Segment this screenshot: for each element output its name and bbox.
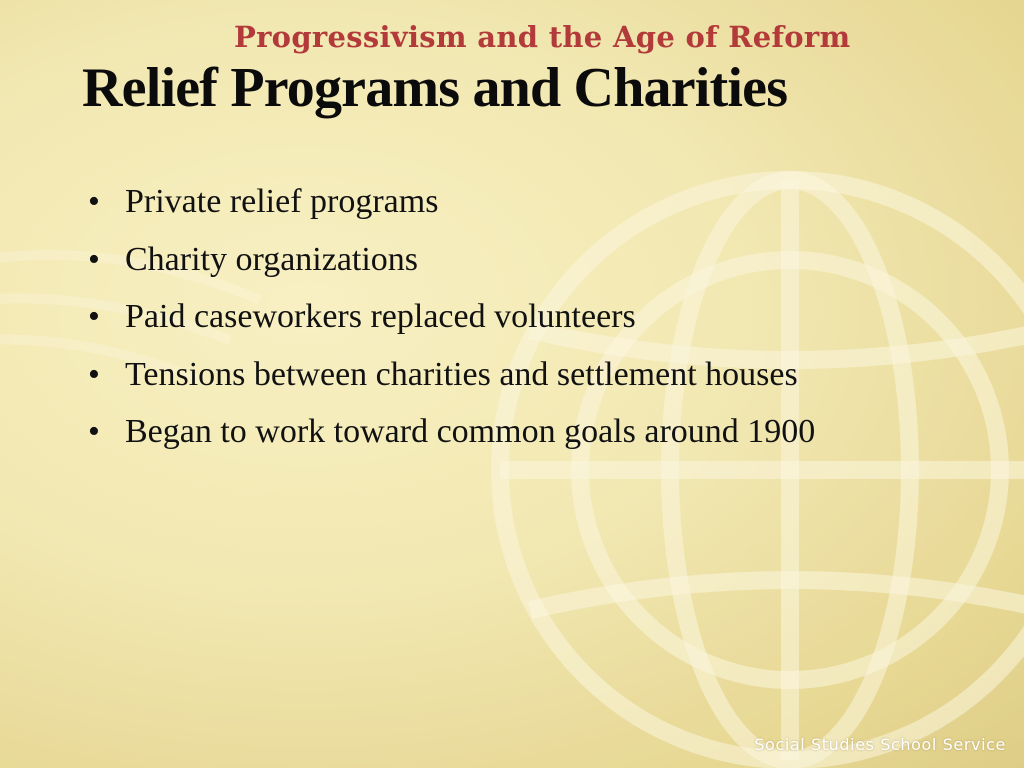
bullet-text: Private relief programs [125, 183, 439, 220]
bullet-text: Charity organizations [125, 240, 419, 278]
bullet-item [88, 351, 988, 409]
bullet-marker: • [88, 183, 100, 220]
bullet-item [88, 408, 988, 466]
series-title: Progressivism and the Age of Reform [234, 20, 851, 54]
bullet-item [88, 178, 988, 236]
bullet-marker: • [88, 240, 100, 278]
bullet-list [88, 178, 988, 466]
bullet-marker: • [88, 355, 100, 393]
bullet-item [88, 293, 988, 351]
bullet-text: Began to work toward common goals around 1900 [125, 413, 816, 450]
bullet-text: Tensions between charities and settlement houses [125, 355, 798, 393]
bullet-marker: • [88, 298, 100, 335]
bullet-item [88, 236, 988, 294]
bullet-marker: • [88, 413, 100, 450]
slide-title: Relief Programs and Charities [82, 57, 788, 119]
footer-brand: Social Studies School Service [754, 735, 1006, 754]
bullet-text: Paid caseworkers replaced volunteers [125, 298, 636, 335]
